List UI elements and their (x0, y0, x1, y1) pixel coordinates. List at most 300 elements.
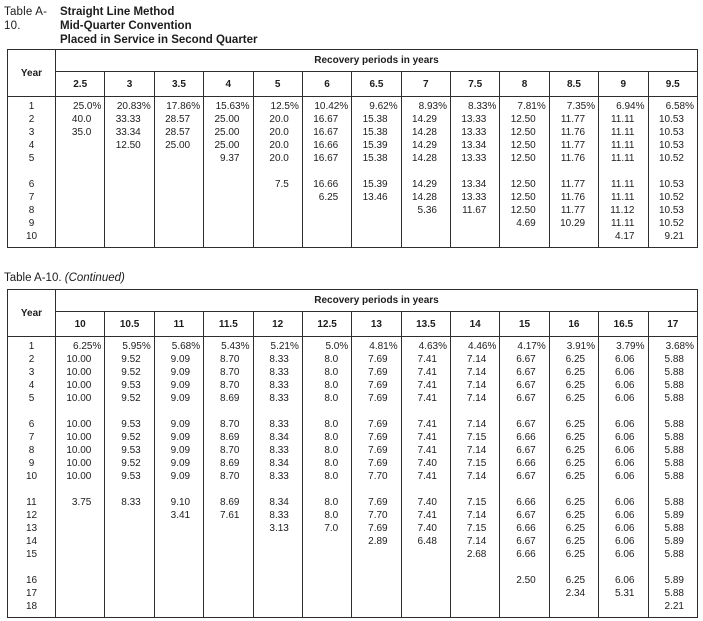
table-cell: 6.06 (599, 496, 648, 509)
table-cell (105, 509, 154, 522)
table-cell: 7.14 (451, 444, 500, 457)
year-cell: 9 (8, 217, 56, 230)
table-cell (549, 600, 598, 618)
year-column-header: Year (8, 50, 56, 97)
table-row-year-9 (8, 457, 698, 470)
table-cell: 8.69 (204, 457, 253, 470)
table-cell: 6.06 (599, 457, 648, 470)
table-cell (154, 535, 203, 548)
year-cell: 14 (8, 535, 56, 548)
table-cell: 6.25 (549, 353, 598, 366)
table-cell: 8.33 (253, 444, 302, 457)
table-cell: 14.28 (401, 152, 450, 165)
table-cell (154, 178, 203, 191)
year-cell: 4 (8, 139, 56, 152)
table-cell: 3.75 (56, 496, 105, 509)
table-cell (154, 600, 203, 618)
table-cell: 9.09 (154, 366, 203, 379)
table-cell (549, 483, 598, 496)
table-cell: 7.15 (451, 522, 500, 535)
table-cell (253, 587, 302, 600)
table-cell: 8.0 (302, 470, 351, 483)
table-cell: 6.67 (500, 470, 549, 483)
table-row-year-1 (8, 97, 698, 114)
table-cell: 13.33 (451, 191, 500, 204)
table-cell (401, 217, 450, 230)
table-cell: 6.25 (549, 574, 598, 587)
table-cell: 8.0 (302, 457, 351, 470)
table-cell: 6.06 (599, 392, 648, 405)
table-cell (599, 405, 648, 418)
table-cell: 3.91% (549, 337, 598, 354)
table-cell (500, 405, 549, 418)
table-cell (105, 178, 154, 191)
table-cell (204, 483, 253, 496)
table-cell: 14.28 (401, 191, 450, 204)
table-cell: 11.76 (549, 152, 598, 165)
year-cell: 15 (8, 548, 56, 561)
table-cell (56, 139, 105, 152)
table-row-year-2 (8, 353, 698, 366)
table-cell: 8.33 (253, 353, 302, 366)
table-cell (648, 561, 698, 574)
table-header-row (8, 290, 698, 312)
table1-title-line-3: Placed in Service in Second Quarter (60, 34, 258, 46)
table-cell: 8.33 (253, 509, 302, 522)
table-cell: 11.11 (599, 126, 648, 139)
table-cell (451, 165, 500, 178)
table-cell: 6.25 (549, 457, 598, 470)
period-header-12: 12 (253, 312, 302, 337)
table1-title (4, 5, 258, 47)
table-cell: 10.53 (648, 113, 698, 126)
table-cell (500, 165, 549, 178)
table-cell (302, 561, 351, 574)
table-cell: 10.00 (56, 457, 105, 470)
table-cell: 20.0 (253, 139, 302, 152)
table-cell: 7.69 (352, 379, 401, 392)
table-cell (154, 483, 203, 496)
table-cell: 13.33 (451, 126, 500, 139)
table-cell: 7.40 (401, 496, 450, 509)
table-cell (451, 574, 500, 587)
period-header-6: 6 (302, 72, 351, 97)
table-cell: 6.67 (500, 418, 549, 431)
table-cell (154, 405, 203, 418)
table-cell: 5.88 (648, 522, 698, 535)
table-cell: 8.70 (204, 470, 253, 483)
table-cell (154, 561, 203, 574)
year-cell (8, 165, 56, 178)
table-cell: 6.67 (500, 353, 549, 366)
year-cell: 1 (8, 97, 56, 114)
year-cell: 2 (8, 353, 56, 366)
table-cell: 11.11 (599, 139, 648, 152)
table-cell (56, 165, 105, 178)
table-cell (401, 600, 450, 618)
table-cell (599, 483, 648, 496)
table-row-year-18 (8, 600, 698, 618)
year-cell: 4 (8, 379, 56, 392)
table-cell: 40.0 (56, 113, 105, 126)
table-cell (56, 217, 105, 230)
table-row-year-3 (8, 126, 698, 139)
table-body (8, 337, 698, 618)
table-cell: 8.0 (302, 496, 351, 509)
period-header-12.5: 12.5 (302, 312, 351, 337)
table-cell: 7.5 (253, 178, 302, 191)
table-cell (451, 483, 500, 496)
table-row-year-7 (8, 431, 698, 444)
period-header-7.5: 7.5 (451, 72, 500, 97)
table-cell: 10.00 (56, 470, 105, 483)
table-cell: 11.12 (599, 204, 648, 217)
period-header-8.5: 8.5 (549, 72, 598, 97)
year-cell: 2 (8, 113, 56, 126)
table-cell: 10.00 (56, 444, 105, 457)
table-cell: 6.66 (500, 431, 549, 444)
table-cell (253, 230, 302, 248)
table-cell: 11.77 (549, 139, 598, 152)
table-cell: 6.66 (500, 496, 549, 509)
table2-label: Table A-10. (4, 272, 62, 284)
table-cell: 9.09 (154, 379, 203, 392)
table-cell (154, 522, 203, 535)
table-cell (154, 587, 203, 600)
period-header-10: 10 (56, 312, 105, 337)
table-cell: 8.34 (253, 496, 302, 509)
table-cell: 7.15 (451, 431, 500, 444)
table-cell (302, 535, 351, 548)
table-cell (204, 178, 253, 191)
table-cell (105, 587, 154, 600)
table-row-year-4 (8, 139, 698, 152)
table-cell: 6.48 (401, 535, 450, 548)
table-cell: 6.25 (549, 431, 598, 444)
table-cell (302, 405, 351, 418)
table-cell (253, 535, 302, 548)
table-row-year-12 (8, 509, 698, 522)
table-cell: 7.69 (352, 496, 401, 509)
table-cell: 13.33 (451, 152, 500, 165)
table-cell: 5.88 (648, 457, 698, 470)
table-cell: 5.88 (648, 353, 698, 366)
table-cell: 7.14 (451, 353, 500, 366)
table-cell (154, 204, 203, 217)
table-cell (500, 230, 549, 248)
table-cell: 6.67 (500, 392, 549, 405)
table-row-year-17 (8, 587, 698, 600)
table-cell (105, 535, 154, 548)
table-cell: 7.41 (401, 418, 450, 431)
table-cell: 11.11 (599, 178, 648, 191)
table-cell: 12.50 (500, 191, 549, 204)
table-cell (549, 405, 598, 418)
table-cell: 7.81% (500, 97, 549, 114)
table-cell (500, 483, 549, 496)
table-cell: 16.66 (302, 139, 351, 152)
table-cell: 11.67 (451, 204, 500, 217)
table-cell: 7.14 (451, 366, 500, 379)
table-cell (599, 165, 648, 178)
table-cell (253, 217, 302, 230)
period-header-3.5: 3.5 (154, 72, 203, 97)
year-cell: 7 (8, 431, 56, 444)
table-cell (253, 574, 302, 587)
table-cell: 7.69 (352, 366, 401, 379)
table-row-year-11 (8, 496, 698, 509)
table-cell: 35.0 (56, 126, 105, 139)
table-cell (648, 165, 698, 178)
table-cell: 6.06 (599, 522, 648, 535)
table-cell: 12.50 (500, 178, 549, 191)
table-cell: 6.25 (549, 418, 598, 431)
table-cell (105, 405, 154, 418)
period-header-6.5: 6.5 (352, 72, 401, 97)
table-cell (56, 522, 105, 535)
table-cell (352, 600, 401, 618)
table-cell: 7.69 (352, 457, 401, 470)
table-cell: 15.63% (204, 97, 253, 114)
period-header-13: 13 (352, 312, 401, 337)
table-cell (253, 165, 302, 178)
table-cell: 10.00 (56, 366, 105, 379)
table-cell (105, 548, 154, 561)
table-cell: 9.53 (105, 418, 154, 431)
table-cell (56, 405, 105, 418)
table-cell (401, 483, 450, 496)
table-cell: 6.67 (500, 366, 549, 379)
table-cell (599, 561, 648, 574)
table-cell: 7.15 (451, 457, 500, 470)
straight-line-table-q2 (7, 49, 698, 248)
spacer-row (8, 165, 698, 178)
table-cell: 12.50 (500, 126, 549, 139)
table-cell: 12.50 (500, 113, 549, 126)
year-cell: 13 (8, 522, 56, 535)
table-cell: 9.09 (154, 418, 203, 431)
table-cell: 13.33 (451, 113, 500, 126)
table-cell: 8.70 (204, 444, 253, 457)
table-cell: 8.33% (451, 97, 500, 114)
table-row-year-8 (8, 204, 698, 217)
table-cell (599, 600, 648, 618)
table-cell (56, 509, 105, 522)
table-cell: 11.11 (599, 217, 648, 230)
table-cell: 6.25 (549, 392, 598, 405)
table-cell (302, 483, 351, 496)
table-cell: 10.52 (648, 152, 698, 165)
table-cell (500, 561, 549, 574)
table-cell: 7.41 (401, 392, 450, 405)
table-cell (56, 535, 105, 548)
table-cell: 5.0% (302, 337, 351, 354)
table-cell: 6.06 (599, 444, 648, 457)
table-cell: 9.09 (154, 470, 203, 483)
period-header-2.5: 2.5 (56, 72, 105, 97)
table-cell (105, 600, 154, 618)
table-cell: 4.81% (352, 337, 401, 354)
table-row-year-6 (8, 178, 698, 191)
table-cell (105, 165, 154, 178)
table-cell: 8.33 (253, 418, 302, 431)
table-cell (549, 561, 598, 574)
table-cell: 9.53 (105, 379, 154, 392)
year-cell: 6 (8, 418, 56, 431)
table-cell: 5.88 (648, 470, 698, 483)
table-cell (204, 574, 253, 587)
table-cell: 6.25% (56, 337, 105, 354)
table-cell (154, 152, 203, 165)
year-column-header: Year (8, 290, 56, 337)
table-cell: 7.41 (401, 470, 450, 483)
table-cell: 7.15 (451, 496, 500, 509)
table-cell: 7.41 (401, 509, 450, 522)
table-cell: 5.88 (648, 444, 698, 457)
year-cell: 3 (8, 126, 56, 139)
table-cell (253, 204, 302, 217)
table-cell (253, 561, 302, 574)
table-cell: 8.0 (302, 509, 351, 522)
table-row-year-10 (8, 470, 698, 483)
table-cell: 6.67 (500, 379, 549, 392)
table-cell: 8.70 (204, 366, 253, 379)
table-cell (302, 204, 351, 217)
table-cell: 5.88 (648, 418, 698, 431)
table-cell: 8.93% (401, 97, 450, 114)
table-cell: 14.29 (401, 113, 450, 126)
table-cell: 8.0 (302, 379, 351, 392)
table-cell: 6.06 (599, 353, 648, 366)
table-cell: 9.62% (352, 97, 401, 114)
table-cell: 4.63% (401, 337, 450, 354)
year-cell: 11 (8, 496, 56, 509)
period-header-4: 4 (204, 72, 253, 97)
table-cell: 10.00 (56, 418, 105, 431)
table-cell (56, 561, 105, 574)
table-cell: 8.0 (302, 353, 351, 366)
table-cell: 6.94% (599, 97, 648, 114)
table-cell: 17.86% (154, 97, 203, 114)
period-header-15: 15 (500, 312, 549, 337)
table-cell (302, 230, 351, 248)
table-cell: 10.29 (549, 217, 598, 230)
table-cell: 2.68 (451, 548, 500, 561)
table-cell (401, 230, 450, 248)
table-cell (56, 152, 105, 165)
table-cell: 8.33 (253, 470, 302, 483)
table-cell: 10.42% (302, 97, 351, 114)
table-cell: 7.14 (451, 418, 500, 431)
table-body (8, 97, 698, 248)
table-cell (401, 548, 450, 561)
table-cell: 9.52 (105, 353, 154, 366)
table-cell: 25.00 (154, 139, 203, 152)
table-cell (302, 165, 351, 178)
table-cell (105, 483, 154, 496)
year-cell: 16 (8, 574, 56, 587)
table-cell: 15.38 (352, 152, 401, 165)
period-header-16: 16 (549, 312, 598, 337)
table-cell: 9.37 (204, 152, 253, 165)
table-cell (105, 522, 154, 535)
table-cell: 28.57 (154, 113, 203, 126)
table-cell (253, 405, 302, 418)
table-cell: 11.11 (599, 113, 648, 126)
table-cell: 6.25 (549, 444, 598, 457)
table-cell: 5.88 (648, 431, 698, 444)
table-cell: 10.00 (56, 379, 105, 392)
table-row-year-4 (8, 379, 698, 392)
table-cell: 11.77 (549, 113, 598, 126)
table-cell (451, 600, 500, 618)
table-row-year-1 (8, 337, 698, 354)
year-cell: 12 (8, 509, 56, 522)
period-header-row (8, 312, 698, 337)
table-cell: 9.09 (154, 353, 203, 366)
period-header-10.5: 10.5 (105, 312, 154, 337)
table-cell: 3.13 (253, 522, 302, 535)
table-cell: 5.43% (204, 337, 253, 354)
table-row-year-2 (8, 113, 698, 126)
table-cell: 20.0 (253, 113, 302, 126)
table-cell: 5.88 (648, 379, 698, 392)
table-cell: 7.69 (352, 418, 401, 431)
table-cell (204, 561, 253, 574)
table-cell: 11.77 (549, 178, 598, 191)
table-cell: 14.29 (401, 139, 450, 152)
table-cell: 5.31 (599, 587, 648, 600)
table-cell: 5.89 (648, 509, 698, 522)
table-cell: 6.66 (500, 522, 549, 535)
table-cell (204, 600, 253, 618)
table-cell: 12.50 (500, 204, 549, 217)
table-cell: 3.79% (599, 337, 648, 354)
recovery-periods-header: Recovery periods in years (56, 290, 698, 312)
table-cell: 10.52 (648, 191, 698, 204)
table-cell (56, 587, 105, 600)
table-cell (253, 548, 302, 561)
period-header-13.5: 13.5 (401, 312, 450, 337)
table-cell: 20.83% (105, 97, 154, 114)
period-header-7: 7 (401, 72, 450, 97)
period-header-5: 5 (253, 72, 302, 97)
year-cell (8, 483, 56, 496)
table-cell: 7.61 (204, 509, 253, 522)
table-cell: 11.77 (549, 204, 598, 217)
table-cell (56, 574, 105, 587)
table-cell: 10.53 (648, 126, 698, 139)
table-cell: 7.0 (302, 522, 351, 535)
table-cell: 3.41 (154, 509, 203, 522)
table-cell (401, 587, 450, 600)
table-cell: 6.06 (599, 418, 648, 431)
table-cell: 4.17 (599, 230, 648, 248)
table-cell (302, 600, 351, 618)
table-row-year-16 (8, 574, 698, 587)
table-cell: 14.29 (401, 178, 450, 191)
table-cell: 7.41 (401, 379, 450, 392)
table-cell: 13.34 (451, 139, 500, 152)
table-cell: 2.50 (500, 574, 549, 587)
table-cell: 6.25 (549, 509, 598, 522)
table-cell (302, 548, 351, 561)
table-cell: 20.0 (253, 126, 302, 139)
table-cell: 11.11 (599, 152, 648, 165)
period-header-9.5: 9.5 (648, 72, 698, 97)
table-cell (401, 405, 450, 418)
table-cell: 6.25 (549, 366, 598, 379)
